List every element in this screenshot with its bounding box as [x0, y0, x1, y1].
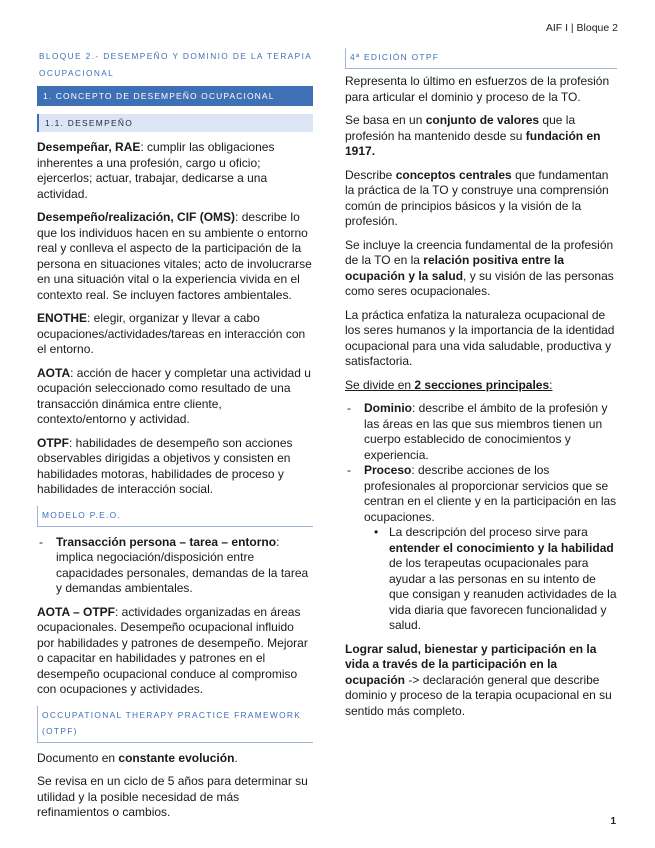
page-header: AIF I | Bloque 2: [545, 22, 618, 34]
document-title: BLOQUE 2.- DESEMPEÑO Y DOMINIO DE LA TERAPIA OCUPACIONAL: [39, 51, 312, 78]
left-column: [37, 48, 313, 829]
list-item: - Transacción persona – tarea – entorno: implica negociación/disposición entre capacidades personales, demandas de la tarea y demandas ambientales.: [37, 535, 313, 597]
paragraph-revision: Se revisa en un ciclo de 5 años para determinar su utilidad y la posible necesidad de más refinamientos o cambios.: [37, 774, 308, 819]
subsection-heading-desempeno: 1.1. DESEMPEÑO: [37, 114, 313, 132]
list-item-dominio: - Dominio: describe el ámbito de la profesión y las áreas en las que sus miembros tienen un cuerpo establecido de conocimientos y experiencia.: [345, 401, 617, 463]
page-number: 1: [610, 816, 616, 827]
list-item: • La descripción del proceso sirve para entender el conocimiento y la habilidad de los terapeutas ocupacionales para ayudar a las personas en su intento de que consigan y reanuden actividades de la vida diaria que favorecen funcionalidad y salud.: [364, 525, 617, 634]
peo-list: [37, 535, 313, 597]
paragraph-lograr-salud: Lograr salud, bienestar y participación en la vida a través de la participación en la ocupación -> declaración general que describe dominio y proceso de la terapia ocupacional en su sentido más completo.: [345, 641, 612, 718]
sections-list: [345, 401, 617, 634]
heading-modelo-peo: MODELO P.E.O.: [37, 506, 313, 527]
paragraph-enothe: ENOTHE: elegir, organizar y llevar a cabo ocupaciones/actividades/tareas en interacción con el entorno.: [37, 311, 306, 356]
right-column: [345, 48, 617, 727]
paragraph-rae: Desempeñar, RAE: cumplir las obligaciones inherentes a una profesión, cargo u oficio; ejercerlos; actuar, trabajar, dedicarse a una actividad.: [37, 140, 275, 201]
paragraph-conceptos: Describe conceptos centrales que fundamentan la práctica de la TO y construye una comprensión común de principios básicos y la visión de la profesión.: [345, 167, 609, 228]
paragraph-aota: AOTA: acción de hacer y completar una actividad u ocupación seleccionado como resultado de una transacción dinámica entre cliente, contexto/entorno y actividad.: [37, 365, 311, 426]
heading-4-edicion: 4ª EDICIÓN OTPF: [345, 48, 617, 69]
paragraph-otpf: OTPF: habilidades de desempeño son acciones observables dirigidas a objetivos y consisten en habilidades motoras, habilidades de proceso y habilidades de interacción social.: [37, 435, 293, 496]
list-item-proceso: - Proceso: describe acciones de los profesionales al proporcionar servicios que se centran en el cliente y en la participación en las ocupaciones. • La descripción del proceso sirve para entender el conocimiento y la habilidad de los terapeutas ocupacionales para ayudar a las personas en su intento de que consigan y reanuden actividades de la vida diaria que favorecen funcionalidad y salud.: [345, 463, 617, 634]
paragraph-valores: Se basa en un conjunto de valores que la profesión ha mantenido desde su fundación en 1917.: [345, 113, 601, 158]
paragraph-secciones: Se divide en 2 secciones principales:: [345, 377, 553, 392]
paragraph-cif: Desempeño/realización, CIF (OMS): describe lo que los individuos hacen en su ambiente o entorno real y conlleva el aspecto de la participación de la persona en situaciones vitales; acto de involucrarse en una situación vital o la experiencia vivida en el contexto real. Se incluyen factores ambientales.: [37, 210, 312, 302]
section-heading-concepto: 1. CONCEPTO DE DESEMPEÑO OCUPACIONAL: [37, 86, 313, 106]
paragraph-representa: Representa lo último en esfuerzos de la profesión para articular el dominio y proceso de la TO.: [345, 74, 610, 104]
paragraph-practica: La práctica enfatiza la naturaleza ocupacional de los seres humanos y la importancia de la identidad ocupacional para una vida saludable, productiva y satisfactoria.: [345, 307, 615, 368]
heading-otpf: OCCUPATIONAL THERAPY PRACTICE FRAMEWORK (OTPF): [37, 706, 313, 743]
proceso-sublist: [364, 525, 617, 634]
paragraph-aota-otpf: AOTA – OTPF: actividades organizadas en áreas ocupacionales. Desempeño ocupacional influido por habilidades y patrones de desempeño. Mejorar o capacitar en habilidades y patrones en el desempeño ocupacional conduce al compromiso con ocupaciones y actividades.: [37, 604, 308, 696]
paragraph-constante-evolucion: Documento en constante evolución.: [37, 750, 238, 765]
paragraph-creencia: Se incluye la creencia fundamental de la profesión de la TO en la relación positiva entre la ocupación y la salud, y su visión de las personas como seres ocupacionales.: [345, 237, 614, 298]
